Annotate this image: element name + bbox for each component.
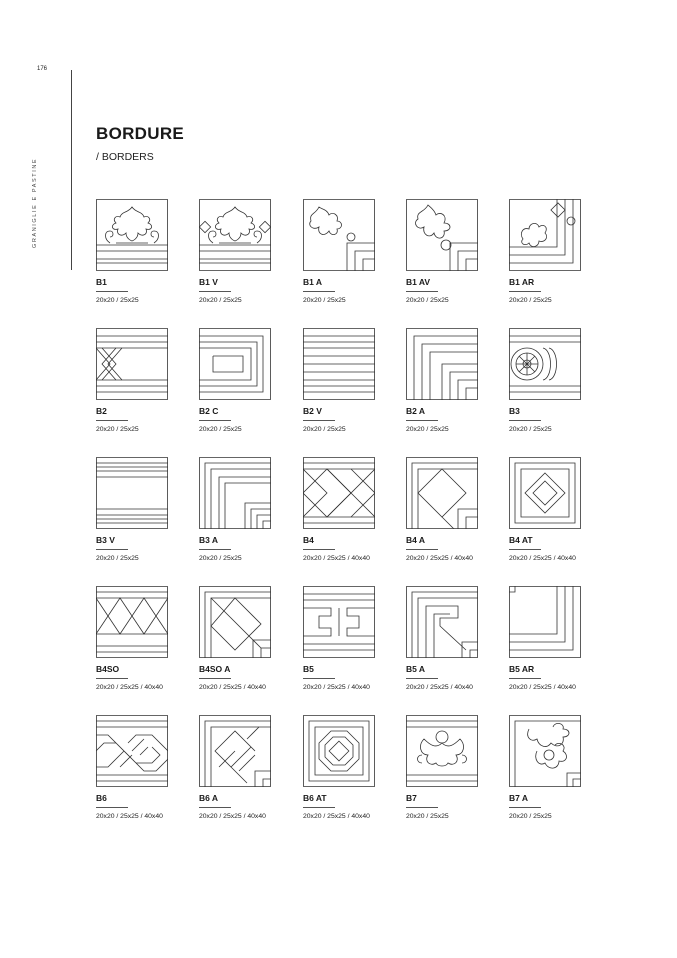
tile-sizes: 20x20 / 25x25 [509, 297, 552, 304]
tile-code-underline [406, 807, 438, 808]
tile-code: B3 A [199, 535, 219, 545]
leaf-corner-variant-icon [406, 199, 478, 271]
page-number: 176 [37, 66, 48, 72]
tile-b2 [96, 328, 168, 433]
side-label: GRANIGLIE E PASTINE [32, 157, 38, 248]
tile-sizes: 20x20 / 25x25 / 40x40 [96, 684, 163, 691]
tile-sizes: 20x20 / 25x25 [406, 426, 449, 433]
tile-b1 [96, 199, 168, 304]
tile-code-underline [509, 807, 541, 808]
tile-b3-a [199, 457, 271, 562]
fleur-border-icon [406, 715, 478, 787]
tile-sizes: 20x20 / 25x25 [303, 426, 346, 433]
tile-code: B5 [303, 664, 314, 674]
tile-code: B1 V [199, 277, 218, 287]
tile-b5-a [406, 586, 478, 691]
tile-code-underline [96, 807, 128, 808]
lines-end-border-icon [199, 328, 271, 400]
tile-sizes: 20x20 / 25x25 / 40x40 [406, 555, 473, 562]
tile-code: B2 [96, 406, 107, 416]
tile-code: B5 A [406, 664, 426, 674]
lines-border-icon [303, 328, 375, 400]
tile-code: B2 V [303, 406, 322, 416]
tile-b1-av [406, 199, 478, 304]
tile-b1-ar [509, 199, 581, 304]
tile-code: B6 [96, 793, 107, 803]
tile-b6-a [199, 715, 271, 820]
tile-code: B3 [509, 406, 520, 416]
diamond-corner-icon [406, 457, 478, 529]
tile-sizes: 20x20 / 25x25 / 40x40 [303, 555, 370, 562]
tile-code-underline [509, 420, 541, 421]
zigzag-border-icon [96, 586, 168, 658]
leaf-corner-icon [303, 199, 375, 271]
tile-sizes: 20x20 / 25x25 / 40x40 [303, 813, 370, 820]
fleur-corner-icon [509, 715, 581, 787]
tile-code: B2 C [199, 406, 219, 416]
tile-code: B2 A [406, 406, 426, 416]
tile-b2-a [406, 328, 478, 433]
octagon-frame-icon [303, 715, 375, 787]
tile-sizes: 20x20 / 25x25 / 40x40 [406, 684, 473, 691]
tile-b4 [303, 457, 375, 562]
tile-sizes: 20x20 / 25x25 [303, 297, 346, 304]
braid-border-icon [96, 715, 168, 787]
tile-b5-ar [509, 586, 581, 691]
tile-code: B1 A [303, 277, 323, 287]
tile-code-underline [406, 678, 438, 679]
tile-code: B4 [303, 535, 314, 545]
tile-code-underline [303, 291, 335, 292]
rosette-border-icon [509, 328, 581, 400]
tile-code-underline [406, 549, 438, 550]
tile-code-underline [199, 291, 231, 292]
leaf-corner-reverse-icon [509, 199, 581, 271]
bands-border-icon [96, 457, 168, 529]
tile-code-underline [303, 549, 335, 550]
tile-sizes: 20x20 / 25x25 [96, 426, 139, 433]
tile-code: B4 A [406, 535, 426, 545]
tile-code: B6 AT [303, 793, 327, 803]
tile-sizes: 20x20 / 25x25 [406, 297, 449, 304]
zigzag-corner-icon [199, 586, 271, 658]
tile-code-underline [406, 291, 438, 292]
tile-b6-at [303, 715, 375, 820]
tile-sizes: 20x20 / 25x25 [509, 426, 552, 433]
tile-code: B4SO [96, 664, 120, 674]
tile-b2-v [303, 328, 375, 433]
tile-code-underline [96, 549, 128, 550]
tile-sizes: 20x20 / 25x25 [509, 813, 552, 820]
tile-b2-c [199, 328, 271, 433]
page-title: BORDURE [96, 124, 185, 143]
tile-code-underline [509, 678, 541, 679]
leaf-border-variant-icon [199, 199, 271, 271]
tile-b7-a [509, 715, 581, 820]
corner-lines-reverse-icon [509, 586, 581, 658]
tile-code-underline [509, 291, 541, 292]
tile-b1-a [303, 199, 375, 304]
tile-sizes: 20x20 / 25x25 / 40x40 [96, 813, 163, 820]
tile-b4so-a [199, 586, 271, 691]
braid-corner-icon [199, 715, 271, 787]
tile-b3 [509, 328, 581, 433]
tile-b7 [406, 715, 478, 820]
tile-sizes: 20x20 / 25x25 [96, 297, 139, 304]
tile-sizes: 20x20 / 25x25 / 40x40 [199, 684, 266, 691]
greek-key-corner-icon [406, 586, 478, 658]
diamond-chain-border-icon [303, 457, 375, 529]
tile-sizes: 20x20 / 25x25 [199, 297, 242, 304]
tile-code-underline [96, 420, 128, 421]
tile-sizes: 20x20 / 25x25 [96, 555, 139, 562]
page-subtitle: / BORDERS [96, 151, 154, 163]
tile-code-underline [303, 807, 335, 808]
tile-b3-v [96, 457, 168, 562]
tile-code-underline [199, 807, 231, 808]
tile-code-underline [406, 420, 438, 421]
tile-b4-a [406, 457, 478, 562]
tile-sizes: 20x20 / 25x25 [199, 426, 242, 433]
tile-code-underline [199, 678, 231, 679]
greek-key-border-icon [303, 586, 375, 658]
tile-sizes: 20x20 / 25x25 / 40x40 [199, 813, 266, 820]
diamond-frame-icon [509, 457, 581, 529]
tile-code-underline [96, 678, 128, 679]
tile-code-underline [199, 549, 231, 550]
tile-code: B7 A [509, 793, 529, 803]
lines-x-border-icon [96, 328, 168, 400]
leaf-border-icon [96, 199, 168, 271]
tile-code: B4SO A [199, 664, 231, 674]
tile-code: B3 V [96, 535, 115, 545]
side-rule [71, 70, 72, 270]
tile-sizes: 20x20 / 25x25 / 40x40 [303, 684, 370, 691]
tile-code-underline [509, 549, 541, 550]
tile-sizes: 20x20 / 25x25 / 40x40 [509, 684, 576, 691]
tile-code: B1 AR [509, 277, 535, 287]
tile-code-underline [303, 420, 335, 421]
tile-code: B1 AV [406, 277, 431, 287]
tile-sizes: 20x20 / 25x25 [406, 813, 449, 820]
tile-b1-v [199, 199, 271, 304]
tile-code: B5 AR [509, 664, 535, 674]
tile-code: B1 [96, 277, 107, 287]
tile-code: B6 A [199, 793, 219, 803]
tile-b5 [303, 586, 375, 691]
tile-b4so [96, 586, 168, 691]
tile-code: B4 AT [509, 535, 533, 545]
bands-corner-icon [199, 457, 271, 529]
tile-sizes: 20x20 / 25x25 / 40x40 [509, 555, 576, 562]
tile-b6 [96, 715, 168, 820]
tile-code: B7 [406, 793, 417, 803]
tile-b4-at [509, 457, 581, 562]
lines-corner-icon [406, 328, 478, 400]
tile-code-underline [199, 420, 231, 421]
tile-code-underline [96, 291, 128, 292]
tile-sizes: 20x20 / 25x25 [199, 555, 242, 562]
tile-code-underline [303, 678, 335, 679]
